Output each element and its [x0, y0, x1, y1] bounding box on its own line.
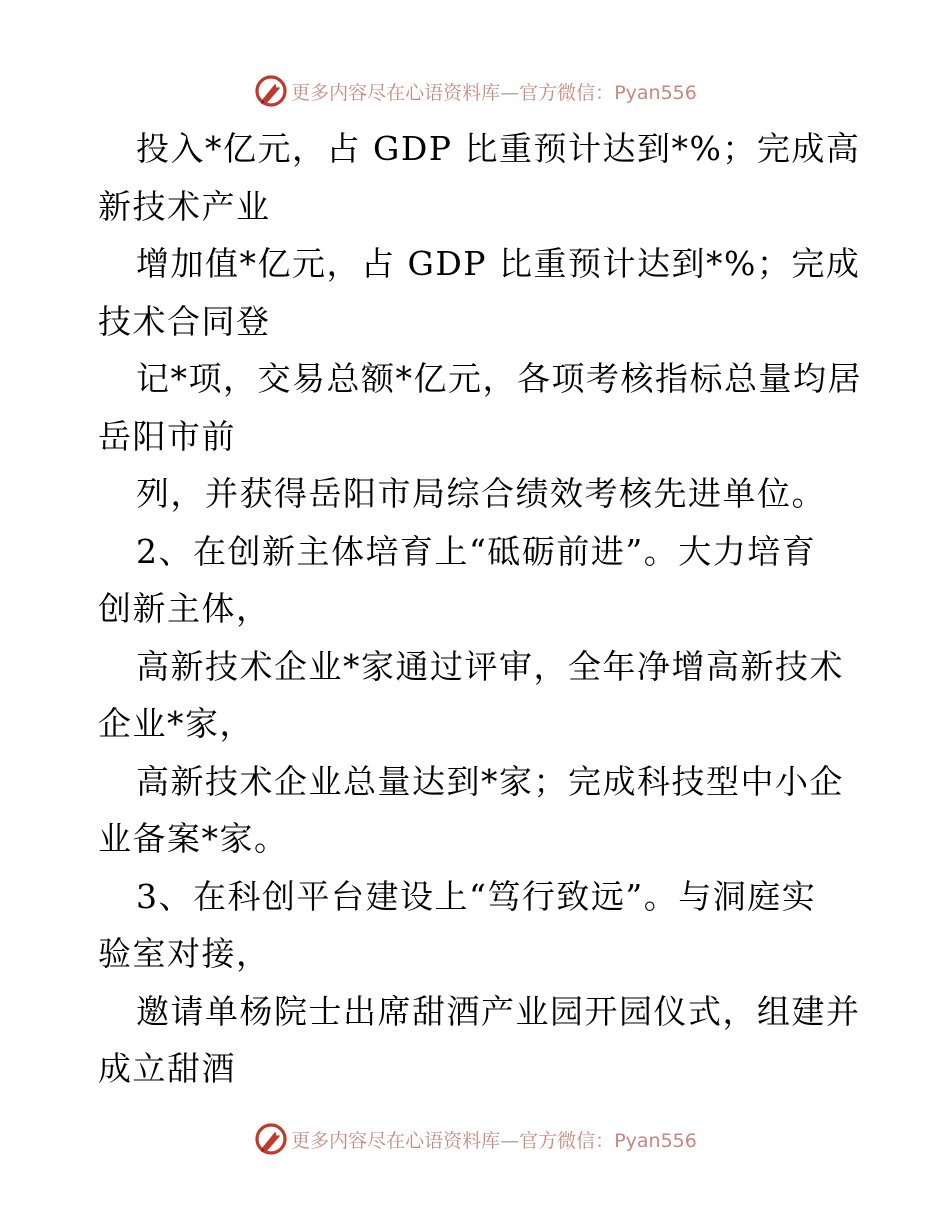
pen-logo-icon: [253, 73, 289, 109]
body-line: 增加值*亿元，占 GDP 比重预计达到*%；完成: [136, 244, 861, 283]
body-line: 邀请单杨院士出席甜酒产业园开园仪式，组建并: [136, 991, 861, 1031]
body-line: 新技术产业: [98, 186, 271, 226]
body-line: 企业*家，: [98, 704, 254, 743]
document-body: [98, 120, 862, 1098]
watermark-handle: Pyan556: [614, 1129, 697, 1152]
body-line: 业备案*家。: [98, 819, 289, 858]
watermark-site-text: 更多内容尽在心语资料库: [291, 1129, 501, 1152]
watermark-separator: —: [500, 1129, 520, 1152]
body-line: 2、在创新主体培育上“砥砺前进”。大力培育: [136, 531, 817, 571]
body-line: 记*项，交易总额*亿元，各项考核指标总量均居: [136, 359, 862, 398]
body-line: 3、在科创平台建设上“笃行致远”。与洞庭实: [136, 876, 817, 916]
body-line: 创新主体，: [98, 589, 271, 628]
watermark-separator: —: [500, 81, 520, 104]
watermark-handle: Pyan556: [614, 81, 697, 104]
watermark-site-text: 更多内容尽在心语资料库: [291, 81, 501, 104]
footer-watermark: [0, 1119, 950, 1159]
body-line: 验室对接，: [98, 934, 271, 973]
body-line: 成立甜酒: [98, 1049, 236, 1088]
body-line: 列，并获得岳阳市局综合绩效考核先进单位。: [136, 474, 826, 513]
body-line: 投入*亿元，占 GDP 比重预计达到*%；完成高: [136, 129, 861, 168]
pen-logo-icon: [253, 1121, 289, 1157]
body-line: 岳阳市前: [98, 416, 236, 456]
watermark-official-label: 官方微信：: [519, 1129, 615, 1152]
body-line: 高新技术企业总量达到*家；完成科技型中小企: [136, 761, 844, 801]
body-line: 技术合同登: [98, 301, 271, 341]
body-line: 高新技术企业*家通过评审，全年净增高新技术: [136, 646, 844, 686]
header-watermark: [0, 71, 950, 111]
watermark-official-label: 官方微信：: [519, 81, 615, 104]
